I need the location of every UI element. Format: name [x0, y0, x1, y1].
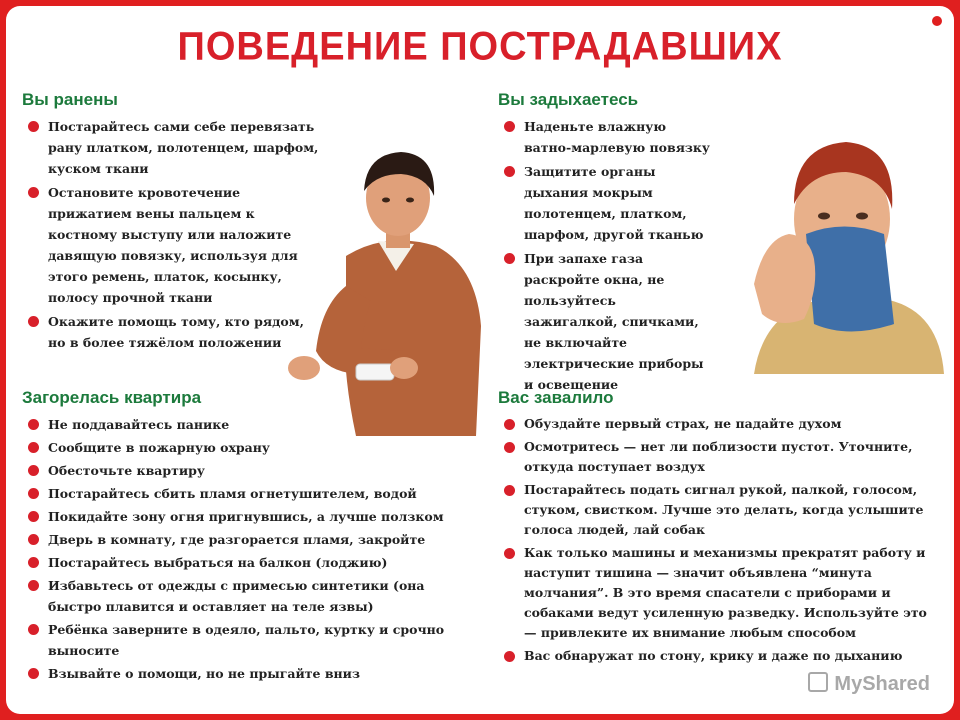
poster	[6, 6, 954, 714]
bullet-list	[498, 414, 928, 666]
bullet-list	[22, 116, 322, 353]
section-heading: Вы ранены	[22, 90, 118, 109]
list-item: Избавьтесь от одежды с примесью синтетики (она быстро плавится и оставляет на теле язвы)	[22, 575, 452, 617]
list-item: Как только машины и механизмы прекратят работу и наступит тишина — значит объявлена “минута молчания”. В это время спасатели с приборами и собаками ведут усиленную разведку. Используйте это — привлеките их внимание любым способом	[498, 543, 928, 643]
list-item: Ребёнка заверните в одеяло, пальто, куртку и срочно выносите	[22, 619, 452, 661]
list-item: При запахе газа раскройте окна, не пользуйтесь зажигалкой, спичками, не включайте электрические приборы и освещение	[498, 248, 713, 395]
list-item: Обуздайте первый страх, не падайте духом	[498, 414, 928, 434]
list-item: Постарайтесь подать сигнал рукой, палкой, голосом, стуком, свистком. Лучше это делать, когда услышите голоса людей, лай собак	[498, 480, 928, 540]
list-item: Обесточьте квартиру	[22, 460, 452, 481]
list-item: Дверь в комнату, где разгорается пламя, закройте	[22, 529, 452, 550]
list-item: Постарайтесь сбить пламя огнетушителем, водой	[22, 483, 452, 504]
list-item: Постарайтесь сами себе перевязать рану платком, полотенцем, шарфом, куском ткани	[22, 116, 322, 179]
section-heading: Загорелась квартира	[22, 388, 202, 407]
watermark	[808, 672, 930, 696]
suffocating-man-illustration	[734, 124, 944, 374]
list-item: Покидайте зону огня пригнувшись, а лучше ползком	[22, 506, 452, 527]
list-item: Защитите органы дыхания мокрым полотенцем, платком, шарфом, другой тканью	[498, 161, 713, 245]
list-item: Вас обнаружат по стону, крику и даже по дыханию	[498, 646, 928, 666]
bullet-list	[22, 414, 452, 684]
list-item: Остановите кровотечение прижатием вены пальцем к костному выступу или наложите давящую повязку, используя для этого ремень, платок, косынку, полосу прочной ткани	[22, 182, 322, 308]
list-item: Окажите помощь тому, кто рядом, но в более тяжёлом положении	[22, 311, 322, 353]
list-item: Взывайте о помощи, но не прыгайте вниз	[22, 663, 452, 684]
section-trapped	[498, 388, 928, 669]
list-item: Постарайтесь выбраться на балкон (лоджию)	[22, 552, 452, 573]
list-item: Наденьте влажную ватно-марлевую повязку	[498, 116, 713, 158]
section-wounded	[22, 90, 322, 356]
section-heading: Вас завалило	[498, 388, 614, 407]
list-item: Не поддавайтесь панике	[22, 414, 452, 435]
section-heading: Вы задыхаетесь	[498, 90, 639, 109]
watermark-icon	[808, 672, 828, 692]
section-suffocating	[498, 90, 713, 398]
poster-title: ПОВЕДЕНИЕ ПОСТРАДАВШИХ	[177, 24, 783, 70]
bullet-list	[498, 116, 713, 395]
wounded-man-illustration	[286, 136, 486, 446]
list-item: Осмотритесь — нет ли поблизости пустот. Уточните, откуда поступает воздух	[498, 437, 928, 477]
list-item: Сообщите в пожарную охрану	[22, 437, 452, 458]
watermark-text: MyShared	[834, 673, 930, 695]
